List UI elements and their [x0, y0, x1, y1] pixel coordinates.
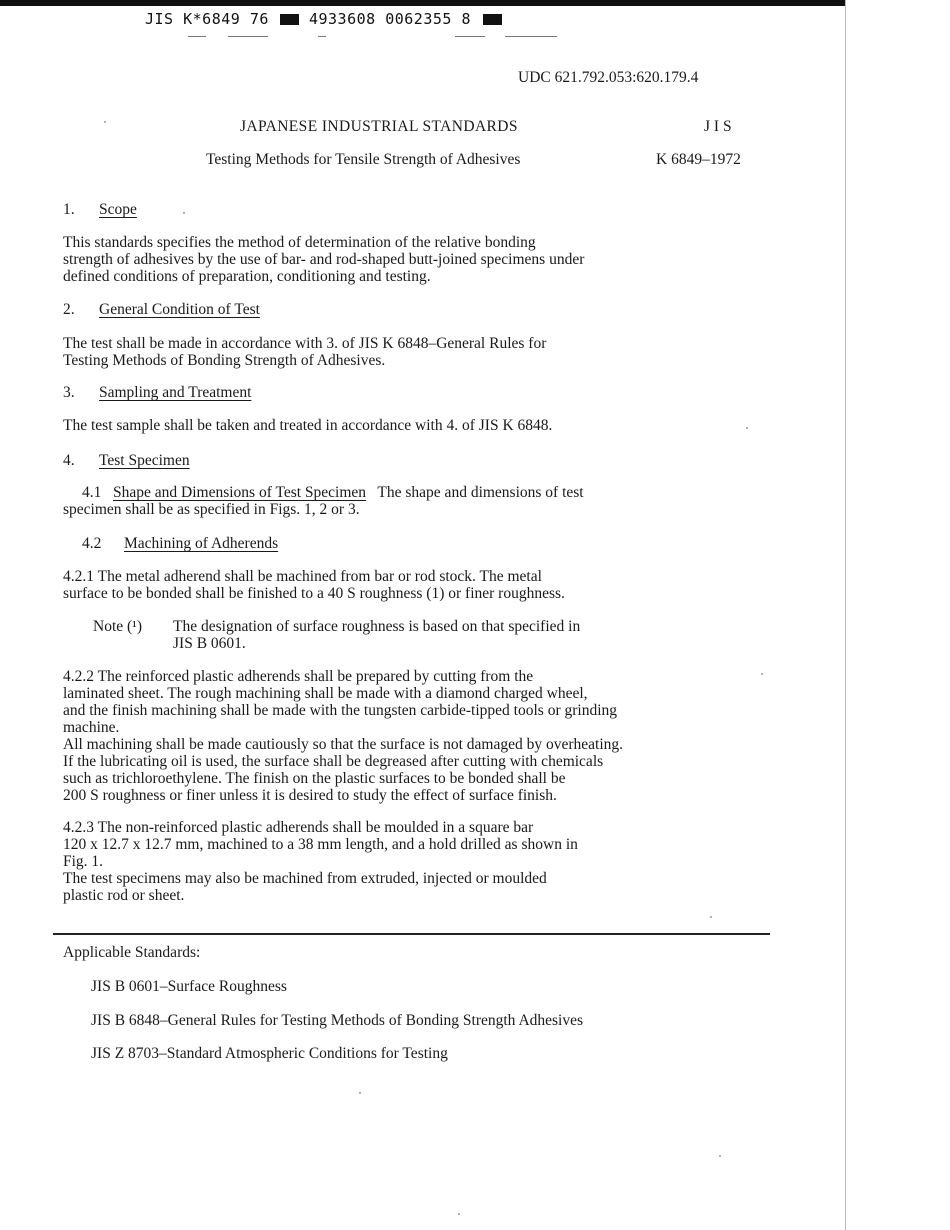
note-label: Note (¹): [93, 618, 142, 635]
section-1-body: This standards specifies the method of determination of the relative bonding strength of adhesives by the use of bar- and rod-shaped butt-joined specimens under defined conditions of preparation, conditioning and testing.: [63, 234, 585, 285]
section-4-1-line2: specimen shall be as specified in Figs. 1, 2 or 3.: [63, 501, 360, 518]
page-edge: [845, 0, 846, 1230]
document-code-header: [145, 10, 502, 28]
scan-mark: [318, 36, 326, 37]
scan-speck: [761, 673, 763, 675]
scan-mark: [505, 36, 557, 37]
scan-mark: [188, 36, 206, 37]
section-2-heading: General Condition of Test: [99, 301, 260, 318]
scan-speck: [104, 121, 106, 123]
top-border: [0, 0, 845, 6]
applicable-standard-item: JIS B 6848–General Rules for Testing Methods of Bonding Strength Adhesives: [91, 1012, 584, 1029]
scan-speck: [359, 1092, 361, 1094]
applicable-standards-heading: Applicable Standards:: [63, 944, 201, 961]
section-4-1-heading: Shape and Dimensions of Test Specimen: [113, 484, 367, 501]
footnote-divider: [53, 933, 770, 935]
section-3-number: 3.: [63, 384, 75, 401]
scan-mark: [228, 36, 268, 37]
scan-speck: [710, 916, 712, 918]
section-4-1-body-start: The shape and dimensions of test: [377, 484, 584, 501]
code-middle: 4933608 0062355 8: [308, 10, 471, 28]
udc-classification: UDC 621.792.053:620.179.4: [518, 69, 699, 86]
note-line-2: JIS B 0601.: [173, 635, 246, 652]
scan-speck: [746, 427, 748, 429]
section-4-number: 4.: [63, 452, 75, 469]
section-1-heading: Scope: [99, 201, 137, 218]
section-4-2-heading: Machining of Adherends: [124, 535, 279, 552]
scan-mark: [455, 36, 485, 37]
applicable-standard-item: JIS B 0601–Surface Roughness: [91, 978, 287, 995]
scan-speck: [183, 212, 185, 214]
section-4-2-1-body: 4.2.1 The metal adherend shall be machined from bar or rod stock. The metal surface to be bonded shall be finished to a 40 S roughness (1) or finer roughness.: [63, 568, 565, 602]
jis-label: J I S: [704, 118, 732, 135]
section-3-heading: Sampling and Treatment: [99, 384, 252, 401]
applicable-standard-item: JIS Z 8703–Standard Atmospheric Conditions for Testing: [91, 1045, 448, 1062]
section-4-2-2-body: 4.2.2 The reinforced plastic adherends shall be prepared by cutting from the laminated sheet. The rough machining shall be made with a diamond charged wheel, and the finish machining shall be made with the tungsten carbide-tipped tools or grinding machine. All machining shall be made cautiously so that the surface is not damaged by overheating. If the lubricating oil is used, the surface shall be degreased after cutting with chemicals such as trichloroethylene. The finish on the plastic surfaces to be bonded shall be 200 S roughness or finer unless it is desired to study the effect of surface finish.: [63, 668, 623, 804]
section-4-1-line1: [82, 484, 584, 501]
section-4-1-number: 4.1: [82, 484, 102, 501]
standard-number: K 6849–1972: [656, 151, 741, 168]
document-title: Testing Methods for Tensile Strength of Adhesives: [206, 151, 521, 168]
section-3-body: The test sample shall be taken and treated in accordance with 4. of JIS K 6848.: [63, 417, 553, 434]
section-4-2-3-body: 4.2.3 The non-reinforced plastic adherends shall be moulded in a square bar 120 x 12.7 x 12.7 mm, machined to a 38 mm length, and a hold drilled as shown in Fig. 1. The test specimens may also be machined from extruded, injected or moulded plastic rod or sheet.: [63, 819, 578, 904]
org-title: JAPANESE INDUSTRIAL STANDARDS: [240, 118, 518, 135]
section-4-2-number: 4.2: [82, 535, 102, 552]
scan-speck: [719, 1155, 721, 1157]
section-1-number: 1.: [63, 201, 75, 218]
section-2-body: The test shall be made in accordance with 3. of JIS K 6848–General Rules for Testing Methods of Bonding Strength of Adhesives.: [63, 335, 547, 369]
scan-speck: [458, 1213, 460, 1215]
code-prefix: JIS K*6849 76: [145, 10, 269, 28]
redaction-block: [280, 14, 299, 25]
redaction-block: [483, 14, 502, 25]
note-line-1: The designation of surface roughness is based on that specified in: [173, 618, 581, 635]
section-2-number: 2.: [63, 301, 75, 318]
section-4-heading: Test Specimen: [99, 452, 190, 469]
